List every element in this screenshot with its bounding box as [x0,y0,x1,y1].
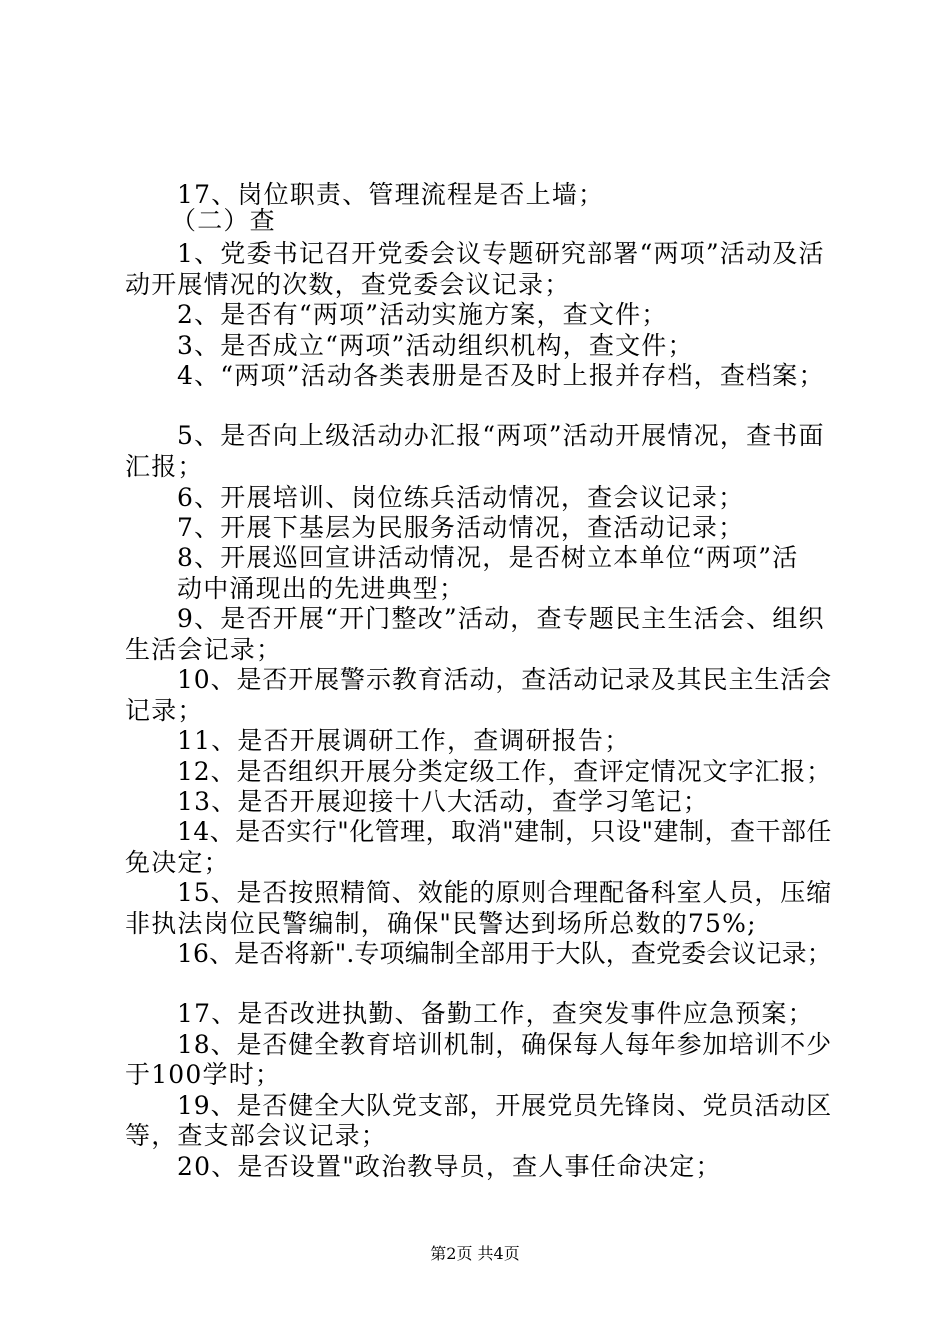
text-line: 3、是否成立“两项”活动组织机构，查文件； [177,331,694,360]
text-line: 17、是否改进执勤、备勤工作，查突发事件应急预案； [177,999,814,1028]
text-line: 等，查支部会议记录； [125,1121,388,1150]
text-line: 16、是否将新".专项编制全部用于大队，查党委会议记录； [177,939,832,968]
text-line: 15、是否按照精简、效能的原则合理配备科室人员，压缩 [177,878,833,907]
text-line: 非执法岗位民警编制，确保"民警达到场所总数的75%; [125,909,757,938]
text-line: 9、是否开展“开门整改”活动，查专题民主生活会、组织 [177,604,825,633]
text-line: 7、开展下基层为民服务活动情况，查活动记录； [177,513,745,542]
text-line: 17、岗位职责、管理流程是否上墙； [177,180,605,209]
text-line: 5、是否向上级活动办汇报“两项”活动开展情况，查书面 [177,421,825,450]
text-line: 6、开展培训、岗位练兵活动情况，查会议记录； [177,483,745,512]
text-line: 8、开展巡回宣讲活动情况，是否树立本单位“两项”活 [177,543,799,572]
text-line: 11、是否开展调研工作，查调研报告； [177,726,631,755]
text-line: 生活会记录； [125,635,283,664]
text-line: 4、“两项”活动各类表册是否及时上报并存档，查档案； [177,361,825,390]
text-line: 动开展情况的次数，查党委会议记录； [125,270,571,299]
text-line: 20、是否设置"政治教导员，查人事任命决定； [177,1152,722,1181]
text-line: 18、是否健全教育培训机制，确保每人每年参加培训不少 [177,1030,833,1059]
text-line: 1、党委书记召开党委会议专题研究部署“两项”活动及活 [177,239,825,268]
text-line: 动中涌现出的先进典型； [177,574,466,603]
text-line: 免决定； [125,848,230,877]
text-line: 12、是否组织开展分类定级工作，查评定情况文字汇报； [177,757,833,786]
text-line: 14、是否实行"化管理，取消"建制，只设"建制，查干部任 [177,817,832,846]
section-heading: （二）查 [171,206,276,235]
page-number-footer: 第2页 共4页 [430,1244,520,1263]
text-line: 汇报； [125,452,204,481]
text-line: 13、是否开展迎接十八大活动，查学习笔记； [177,787,710,816]
text-line: 19、是否健全大队党支部，开展党员先锋岗、党员活动区 [177,1091,833,1120]
text-line: 记录； [125,696,204,725]
text-line: 于100学时； [125,1060,282,1089]
text-line: 2、是否有“两项”活动实施方案，查文件； [177,300,668,329]
text-line: 10、是否开展警示教育活动，查活动记录及其民主生活会 [177,665,833,694]
